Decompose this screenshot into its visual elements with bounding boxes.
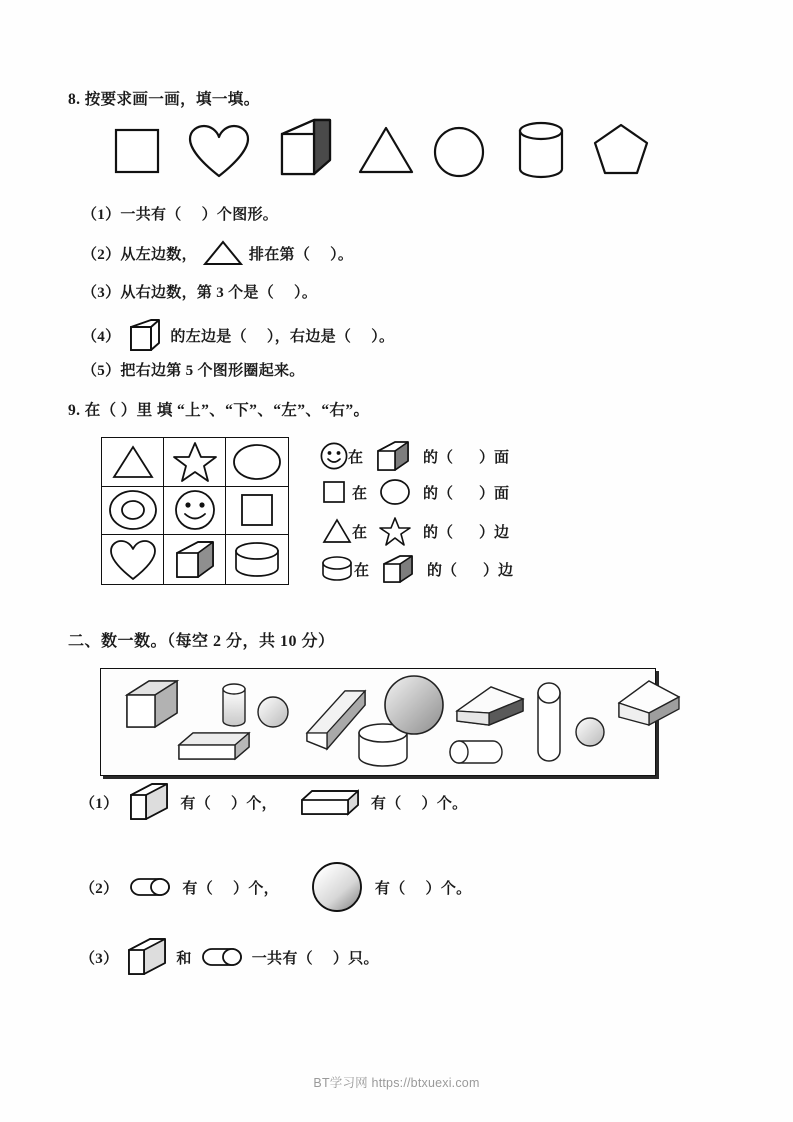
q9-statement-3-zai: 在	[352, 524, 368, 541]
q8-item-1-no: （1）	[82, 207, 121, 223]
cylinder-lying-icon	[200, 945, 244, 969]
q9-statement-2-zai: 在	[352, 485, 368, 502]
smiley-icon	[174, 489, 216, 531]
q9-statement-3-de: 的（	[423, 524, 454, 541]
square-icon	[322, 480, 346, 504]
section2-q3-text-b: 一共有（	[251, 950, 313, 967]
solid-cuboid-tilted	[307, 691, 365, 749]
triangle-icon	[322, 518, 352, 544]
cube-icon	[174, 540, 216, 580]
cube-icon	[126, 937, 168, 977]
ellipse-icon	[379, 478, 411, 506]
section2-q1-close-b: ）个。	[421, 795, 468, 812]
section2-q2-close-b: ）个。	[425, 880, 472, 897]
q8-item-2-tail: ）。	[330, 246, 354, 263]
q8-item-3-tail: ）。	[294, 285, 318, 301]
square-icon	[240, 493, 274, 527]
q9-cell-ring	[102, 487, 164, 536]
q9-cell-ellipse	[226, 438, 288, 487]
cylinder-lying-icon	[128, 875, 172, 899]
q8-item-4-tail: ）。	[371, 328, 395, 345]
q8-item-1-tail: ）个图形。	[201, 207, 279, 223]
q8-item-4-mid: 的左边是（	[170, 328, 247, 345]
q8-item-2	[82, 240, 353, 266]
question-8-heading: 8. 按要求画一画，填一填。	[68, 91, 260, 108]
triangle-icon	[111, 444, 155, 480]
q8-item-5	[82, 359, 305, 380]
footer-watermark: BT学习网 https://btxuexi.com	[313, 1076, 480, 1090]
q8-item-1-text: 一共有（	[120, 207, 182, 223]
question-9-heading: 9. 在（ ）里 填 “上”、“下”、“左”、“右”。	[68, 402, 370, 419]
q8-item-2-text: 从左边数，	[120, 246, 197, 263]
q8-item-5-no: （5）	[82, 363, 121, 379]
q8-item-4-cuboid-icon	[128, 318, 162, 352]
section2-q2-text-a: 有（	[182, 880, 214, 897]
q8-item-3	[82, 281, 317, 302]
q9-statement-1-close: ）面	[479, 449, 510, 466]
cylinder-icon	[320, 556, 354, 582]
q9-statement-1	[320, 440, 509, 472]
section2-q3-close: ）只。	[332, 950, 379, 967]
q8-item-4-after: ），右边是（	[266, 328, 352, 345]
cube-icon	[381, 554, 415, 584]
sphere-icon	[311, 861, 363, 913]
q9-shape-grid	[101, 437, 289, 585]
q8-shape-heart	[188, 124, 250, 178]
solid-cylinder-small	[223, 684, 245, 726]
ellipse-icon	[232, 443, 282, 481]
solid-sphere-mid	[576, 718, 604, 746]
section2-q1-text-a: 有（	[180, 795, 212, 812]
section2-q1-text-b: 有（	[370, 795, 402, 812]
q8-shape-cylinder	[517, 122, 565, 178]
q9-statement-3-close: ）边	[479, 524, 510, 541]
cuboid-flat-icon	[299, 787, 361, 817]
section2-q2-no: （2）	[80, 880, 119, 897]
q8-item-2-triangle-icon	[203, 240, 243, 266]
section-2-heading: 二、数一数。（每空 2 分，共 10 分）	[68, 633, 335, 650]
section2-question-2	[80, 861, 471, 913]
section2-q3-text-a: 和	[176, 950, 192, 967]
q9-cell-star	[164, 438, 226, 487]
solid-cuboid-slab	[457, 687, 523, 725]
solid-cylinder-lying	[450, 741, 502, 763]
q9-cell-triangle	[102, 438, 164, 487]
solid-sphere-large	[385, 676, 443, 734]
q9-statement-1-zai: 在	[348, 449, 364, 466]
q8-item-4	[82, 318, 394, 352]
ring-icon	[108, 489, 158, 531]
q8-item-5-text: 把右边第 5 个图形圈起来。	[120, 363, 305, 379]
q8-shape-triangle	[357, 125, 415, 175]
section2-q2-close-a: ）个，	[233, 880, 279, 897]
q8-item-3-no: （3）	[82, 285, 121, 301]
q9-statement-4-close: ）边	[483, 562, 514, 579]
q8-item-2-mid: 排在第（	[248, 246, 311, 263]
q9-statement-4	[320, 554, 513, 584]
q9-statement-2-close: ）面	[479, 485, 510, 502]
solids-illustration	[101, 669, 657, 777]
section2-question-3	[80, 937, 379, 977]
section2-question-1	[80, 782, 467, 822]
q9-statement-4-de: 的（	[427, 562, 458, 579]
q8-shape-circle	[433, 126, 485, 178]
solids-collection-box	[100, 668, 656, 776]
section2-q1-close-a: ）个，	[231, 795, 277, 812]
q9-statement-2	[322, 478, 509, 506]
solid-sphere-small	[258, 697, 288, 727]
q8-item-4-no: （4）	[82, 328, 121, 345]
q9-statement-3	[322, 516, 509, 546]
q8-item-3-text: 从右边数，第 3 个是（	[120, 285, 275, 301]
heart-icon	[109, 539, 157, 581]
cube-icon	[128, 782, 170, 822]
smiley-icon	[320, 442, 348, 470]
q8-item-2-no: （2）	[82, 246, 121, 263]
section2-q3-no: （3）	[80, 950, 119, 967]
q8-shape-pentagon	[593, 122, 649, 176]
q9-cell-heart	[102, 535, 164, 584]
section2-q2-text-b: 有（	[374, 880, 406, 897]
cube-icon	[375, 440, 411, 472]
q9-cell-cube	[164, 535, 226, 584]
solid-cylinder-tall	[538, 683, 560, 761]
q9-cell-square	[226, 487, 288, 536]
q8-shape-cube	[278, 118, 334, 176]
q8-item-1	[82, 203, 278, 224]
star-icon	[173, 441, 217, 483]
solid-cube	[127, 681, 177, 727]
section2-q1-no: （1）	[80, 795, 119, 812]
solid-cuboid-diamond	[619, 681, 679, 725]
star-icon	[379, 516, 411, 546]
q9-statement-1-de: 的（	[423, 449, 454, 466]
q9-statement-2-de: 的（	[423, 485, 454, 502]
q9-cell-cylinder	[226, 535, 288, 584]
q9-cell-smiley	[164, 487, 226, 536]
solid-cuboid-flat	[179, 733, 249, 759]
cylinder-icon	[232, 541, 282, 579]
q9-statement-4-zai: 在	[354, 562, 370, 579]
q8-shape-square	[114, 128, 160, 174]
